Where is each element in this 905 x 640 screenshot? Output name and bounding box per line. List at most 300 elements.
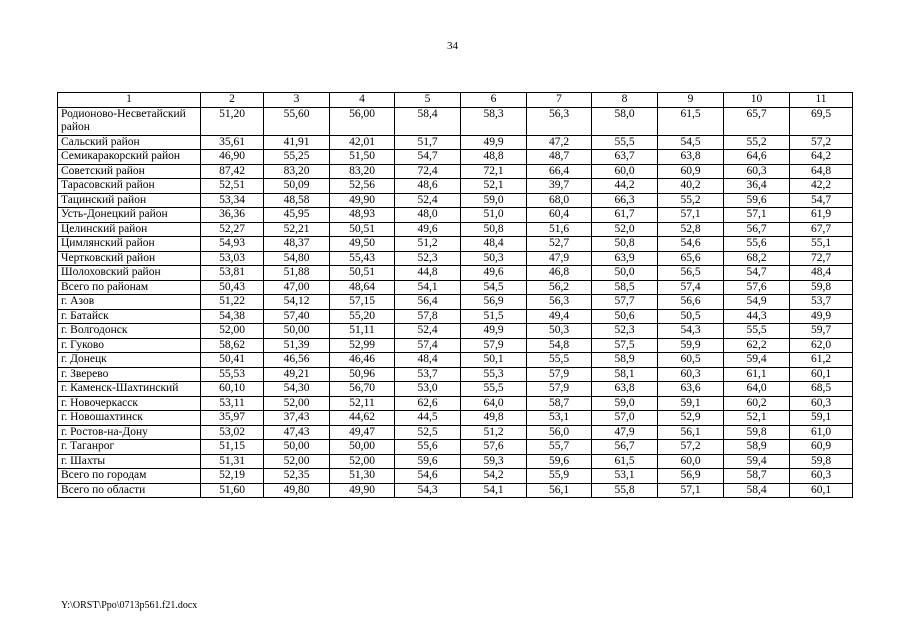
value-cell: 56,7 — [724, 222, 790, 237]
value-cell: 51,2 — [395, 237, 461, 252]
value-cell: 63,8 — [592, 382, 658, 397]
table-row — [58, 411, 853, 426]
value-cell: 56,3 — [527, 295, 592, 310]
value-cell: 60,5 — [658, 353, 724, 368]
value-cell: 58,1 — [592, 367, 658, 382]
column-header: 3 — [264, 93, 330, 108]
value-cell: 57,1 — [658, 483, 724, 498]
value-cell: 54,93 — [201, 237, 264, 252]
value-cell: 63,6 — [658, 382, 724, 397]
value-cell: 57,5 — [592, 338, 658, 353]
value-cell: 52,3 — [395, 251, 461, 266]
value-cell: 50,0 — [592, 266, 658, 281]
value-cell: 59,0 — [592, 396, 658, 411]
value-cell: 41,91 — [264, 135, 330, 150]
value-cell: 59,1 — [658, 396, 724, 411]
value-cell: 51,20 — [201, 107, 264, 135]
value-cell: 64,2 — [790, 150, 853, 165]
value-cell: 56,9 — [658, 469, 724, 484]
value-cell: 60,1 — [790, 483, 853, 498]
value-cell: 59,4 — [724, 454, 790, 469]
value-cell: 72,4 — [395, 164, 461, 179]
column-header: 4 — [330, 93, 395, 108]
value-cell: 57,2 — [790, 135, 853, 150]
value-cell: 60,3 — [790, 396, 853, 411]
column-header: 2 — [201, 93, 264, 108]
value-cell: 47,2 — [527, 135, 592, 150]
table-row — [58, 237, 853, 252]
value-cell: 54,8 — [527, 338, 592, 353]
value-cell: 37,43 — [264, 411, 330, 426]
table-row — [58, 280, 853, 295]
table-row — [58, 179, 853, 194]
value-cell: 55,9 — [527, 469, 592, 484]
value-cell: 61,9 — [790, 208, 853, 223]
column-header: 10 — [724, 93, 790, 108]
value-cell: 49,90 — [330, 483, 395, 498]
value-cell: 47,43 — [264, 425, 330, 440]
value-cell: 42,01 — [330, 135, 395, 150]
column-header: 1 — [58, 93, 201, 108]
value-cell: 52,35 — [264, 469, 330, 484]
value-cell: 59,1 — [790, 411, 853, 426]
value-cell: 61,5 — [658, 107, 724, 135]
table-row — [58, 425, 853, 440]
value-cell: 36,36 — [201, 208, 264, 223]
value-cell: 54,80 — [264, 251, 330, 266]
value-cell: 59,6 — [395, 454, 461, 469]
value-cell: 48,6 — [395, 179, 461, 194]
value-cell: 52,1 — [724, 411, 790, 426]
value-cell: 53,02 — [201, 425, 264, 440]
value-cell: 50,8 — [592, 237, 658, 252]
value-cell: 59,7 — [790, 324, 853, 339]
value-cell: 54,6 — [658, 237, 724, 252]
value-cell: 49,47 — [330, 425, 395, 440]
value-cell: 56,2 — [527, 280, 592, 295]
value-cell: 87,42 — [201, 164, 264, 179]
value-cell: 52,99 — [330, 338, 395, 353]
value-cell: 48,4 — [395, 353, 461, 368]
value-cell: 68,0 — [527, 193, 592, 208]
value-cell: 57,9 — [527, 367, 592, 382]
value-cell: 55,5 — [461, 382, 527, 397]
value-cell: 45,95 — [264, 208, 330, 223]
table-header-row — [58, 93, 853, 108]
value-cell: 62,0 — [790, 338, 853, 353]
column-header: 6 — [461, 93, 527, 108]
value-cell: 48,4 — [461, 237, 527, 252]
table-row — [58, 208, 853, 223]
value-cell: 52,51 — [201, 179, 264, 194]
value-cell: 60,3 — [658, 367, 724, 382]
value-cell: 60,3 — [790, 469, 853, 484]
value-cell: 54,3 — [658, 324, 724, 339]
column-header: 9 — [658, 93, 724, 108]
value-cell: 53,7 — [790, 295, 853, 310]
table-row — [58, 150, 853, 165]
value-cell: 49,90 — [330, 193, 395, 208]
value-cell: 57,7 — [592, 295, 658, 310]
table-row — [58, 483, 853, 498]
value-cell: 57,1 — [658, 208, 724, 223]
value-cell: 48,8 — [461, 150, 527, 165]
value-cell: 53,1 — [527, 411, 592, 426]
value-cell: 55,20 — [330, 309, 395, 324]
row-label-cell: г. Зверево — [58, 367, 201, 382]
value-cell: 55,5 — [724, 324, 790, 339]
value-cell: 52,00 — [264, 396, 330, 411]
value-cell: 72,1 — [461, 164, 527, 179]
value-cell: 56,7 — [592, 440, 658, 455]
table-row — [58, 164, 853, 179]
value-cell: 54,12 — [264, 295, 330, 310]
row-label-cell: Всего по области — [58, 483, 201, 498]
footer-file-path: Y:\ORST\Ppo\0713p561.f21.docx — [61, 600, 198, 611]
value-cell: 61,5 — [592, 454, 658, 469]
value-cell: 56,9 — [461, 295, 527, 310]
value-cell: 50,8 — [461, 222, 527, 237]
value-cell: 52,00 — [330, 454, 395, 469]
table-row — [58, 309, 853, 324]
value-cell: 58,4 — [395, 107, 461, 135]
value-cell: 51,31 — [201, 454, 264, 469]
value-cell: 83,20 — [264, 164, 330, 179]
value-cell: 63,9 — [592, 251, 658, 266]
value-cell: 56,0 — [527, 425, 592, 440]
value-cell: 46,56 — [264, 353, 330, 368]
value-cell: 55,6 — [724, 237, 790, 252]
value-cell: 49,9 — [790, 309, 853, 324]
column-header: 8 — [592, 93, 658, 108]
value-cell: 54,9 — [724, 295, 790, 310]
table-row — [58, 193, 853, 208]
value-cell: 55,3 — [461, 367, 527, 382]
value-cell: 57,8 — [395, 309, 461, 324]
value-cell: 51,50 — [330, 150, 395, 165]
value-cell: 53,1 — [592, 469, 658, 484]
value-cell: 50,5 — [658, 309, 724, 324]
value-cell: 62,6 — [395, 396, 461, 411]
value-cell: 54,3 — [395, 483, 461, 498]
value-cell: 49,4 — [527, 309, 592, 324]
value-cell: 63,8 — [658, 150, 724, 165]
value-cell: 56,5 — [658, 266, 724, 281]
value-cell: 57,1 — [724, 208, 790, 223]
value-cell: 56,70 — [330, 382, 395, 397]
row-label-cell: Советский район — [58, 164, 201, 179]
value-cell: 66,4 — [527, 164, 592, 179]
table-row — [58, 135, 853, 150]
value-cell: 52,4 — [395, 193, 461, 208]
value-cell: 64,0 — [724, 382, 790, 397]
value-cell: 50,96 — [330, 367, 395, 382]
row-label-cell: Тацинский район — [58, 193, 201, 208]
value-cell: 58,5 — [592, 280, 658, 295]
row-label-cell: г. Азов — [58, 295, 201, 310]
value-cell: 53,0 — [395, 382, 461, 397]
value-cell: 51,2 — [461, 425, 527, 440]
value-cell: 69,5 — [790, 107, 853, 135]
value-cell: 47,00 — [264, 280, 330, 295]
value-cell: 63,7 — [592, 150, 658, 165]
row-label-cell: г. Гуково — [58, 338, 201, 353]
value-cell: 60,2 — [724, 396, 790, 411]
value-cell: 54,6 — [395, 469, 461, 484]
value-cell: 44,5 — [395, 411, 461, 426]
value-cell: 55,5 — [527, 353, 592, 368]
column-header: 11 — [790, 93, 853, 108]
value-cell: 60,10 — [201, 382, 264, 397]
value-cell: 50,00 — [264, 440, 330, 455]
value-cell: 50,1 — [461, 353, 527, 368]
value-cell: 64,6 — [724, 150, 790, 165]
value-cell: 54,38 — [201, 309, 264, 324]
row-label-cell: г. Ростов-на-Дону — [58, 425, 201, 440]
value-cell: 54,7 — [724, 266, 790, 281]
value-cell: 52,5 — [395, 425, 461, 440]
value-cell: 52,9 — [658, 411, 724, 426]
value-cell: 49,50 — [330, 237, 395, 252]
row-label-cell: Сальский район — [58, 135, 201, 150]
table-body — [58, 107, 853, 498]
value-cell: 50,6 — [592, 309, 658, 324]
value-cell: 39,7 — [527, 179, 592, 194]
value-cell: 59,3 — [461, 454, 527, 469]
value-cell: 48,0 — [395, 208, 461, 223]
value-cell: 44,62 — [330, 411, 395, 426]
value-cell: 56,1 — [658, 425, 724, 440]
value-cell: 52,11 — [330, 396, 395, 411]
value-cell: 49,6 — [395, 222, 461, 237]
value-cell: 54,1 — [461, 483, 527, 498]
row-label-cell: Родионово-Несветайский район — [58, 107, 201, 135]
row-label-cell: Всего по районам — [58, 280, 201, 295]
value-cell: 50,41 — [201, 353, 264, 368]
value-cell: 56,4 — [395, 295, 461, 310]
value-cell: 64,0 — [461, 396, 527, 411]
value-cell: 58,9 — [592, 353, 658, 368]
value-cell: 48,93 — [330, 208, 395, 223]
value-cell: 51,11 — [330, 324, 395, 339]
value-cell: 58,3 — [461, 107, 527, 135]
value-cell: 49,9 — [461, 135, 527, 150]
row-label-cell: г. Батайск — [58, 309, 201, 324]
value-cell: 56,00 — [330, 107, 395, 135]
value-cell: 52,8 — [658, 222, 724, 237]
row-label-cell: г. Шахты — [58, 454, 201, 469]
value-cell: 59,9 — [658, 338, 724, 353]
row-label-cell: Шолоховский район — [58, 266, 201, 281]
value-cell: 51,60 — [201, 483, 264, 498]
value-cell: 56,6 — [658, 295, 724, 310]
value-cell: 59,8 — [724, 425, 790, 440]
value-cell: 50,3 — [461, 251, 527, 266]
value-cell: 56,1 — [527, 483, 592, 498]
value-cell: 64,8 — [790, 164, 853, 179]
value-cell: 48,64 — [330, 280, 395, 295]
value-cell: 49,80 — [264, 483, 330, 498]
value-cell: 57,0 — [592, 411, 658, 426]
value-cell: 62,2 — [724, 338, 790, 353]
value-cell: 57,40 — [264, 309, 330, 324]
value-cell: 60,3 — [724, 164, 790, 179]
value-cell: 49,6 — [461, 266, 527, 281]
value-cell: 46,90 — [201, 150, 264, 165]
value-cell: 65,7 — [724, 107, 790, 135]
value-cell: 47,9 — [527, 251, 592, 266]
value-cell: 48,4 — [790, 266, 853, 281]
table-row — [58, 367, 853, 382]
value-cell: 52,21 — [264, 222, 330, 237]
value-cell: 58,4 — [724, 483, 790, 498]
value-cell: 50,51 — [330, 266, 395, 281]
value-cell: 52,7 — [527, 237, 592, 252]
row-label-cell: г. Каменск-Шахтинский — [58, 382, 201, 397]
value-cell: 54,2 — [461, 469, 527, 484]
statistics-table — [57, 92, 853, 498]
table-row — [58, 396, 853, 411]
value-cell: 60,1 — [790, 367, 853, 382]
value-cell: 59,8 — [790, 280, 853, 295]
value-cell: 60,0 — [592, 164, 658, 179]
value-cell: 50,00 — [264, 324, 330, 339]
value-cell: 58,0 — [592, 107, 658, 135]
value-cell: 54,5 — [461, 280, 527, 295]
row-label-cell: Цимлянский район — [58, 237, 201, 252]
table-row — [58, 295, 853, 310]
table-row — [58, 222, 853, 237]
page-number: 34 — [447, 40, 458, 52]
value-cell: 53,03 — [201, 251, 264, 266]
value-cell: 51,0 — [461, 208, 527, 223]
value-cell: 35,97 — [201, 411, 264, 426]
table-row — [58, 107, 853, 135]
value-cell: 57,6 — [724, 280, 790, 295]
value-cell: 51,88 — [264, 266, 330, 281]
value-cell: 52,19 — [201, 469, 264, 484]
value-cell: 44,8 — [395, 266, 461, 281]
value-cell: 54,7 — [395, 150, 461, 165]
value-cell: 49,9 — [461, 324, 527, 339]
value-cell: 36,4 — [724, 179, 790, 194]
value-cell: 58,7 — [724, 469, 790, 484]
value-cell: 68,5 — [790, 382, 853, 397]
value-cell: 55,8 — [592, 483, 658, 498]
value-cell: 57,9 — [527, 382, 592, 397]
value-cell: 42,2 — [790, 179, 853, 194]
row-label-cell: г. Новочеркасск — [58, 396, 201, 411]
value-cell: 55,6 — [395, 440, 461, 455]
value-cell: 54,30 — [264, 382, 330, 397]
value-cell: 53,34 — [201, 193, 264, 208]
value-cell: 52,27 — [201, 222, 264, 237]
value-cell: 60,4 — [527, 208, 592, 223]
value-cell: 55,2 — [724, 135, 790, 150]
value-cell: 59,6 — [724, 193, 790, 208]
table-row — [58, 251, 853, 266]
value-cell: 57,2 — [658, 440, 724, 455]
row-label-cell: Чертковский район — [58, 251, 201, 266]
value-cell: 58,7 — [527, 396, 592, 411]
value-cell: 55,53 — [201, 367, 264, 382]
value-cell: 35,61 — [201, 135, 264, 150]
value-cell: 52,1 — [461, 179, 527, 194]
value-cell: 52,00 — [264, 454, 330, 469]
table-row — [58, 338, 853, 353]
value-cell: 57,4 — [658, 280, 724, 295]
row-label-cell: Тарасовский район — [58, 179, 201, 194]
value-cell: 59,0 — [461, 193, 527, 208]
value-cell: 51,22 — [201, 295, 264, 310]
value-cell: 49,8 — [461, 411, 527, 426]
table-row — [58, 454, 853, 469]
row-label-cell: Усть-Донецкий район — [58, 208, 201, 223]
value-cell: 53,7 — [395, 367, 461, 382]
value-cell: 67,7 — [790, 222, 853, 237]
value-cell: 60,9 — [790, 440, 853, 455]
value-cell: 51,6 — [527, 222, 592, 237]
value-cell: 59,4 — [724, 353, 790, 368]
value-cell: 59,8 — [790, 454, 853, 469]
value-cell: 57,6 — [461, 440, 527, 455]
value-cell: 58,62 — [201, 338, 264, 353]
value-cell: 55,7 — [527, 440, 592, 455]
value-cell: 50,43 — [201, 280, 264, 295]
value-cell: 60,0 — [658, 454, 724, 469]
value-cell: 49,21 — [264, 367, 330, 382]
value-cell: 61,2 — [790, 353, 853, 368]
value-cell: 50,00 — [330, 440, 395, 455]
row-label-cell: г. Новошахтинск — [58, 411, 201, 426]
row-label-cell: Семикаракорский район — [58, 150, 201, 165]
value-cell: 46,46 — [330, 353, 395, 368]
row-label-cell: Всего по городам — [58, 469, 201, 484]
value-cell: 61,0 — [790, 425, 853, 440]
value-cell: 72,7 — [790, 251, 853, 266]
column-header: 5 — [395, 93, 461, 108]
table-row — [58, 353, 853, 368]
value-cell: 46,8 — [527, 266, 592, 281]
value-cell: 51,5 — [461, 309, 527, 324]
value-cell: 52,4 — [395, 324, 461, 339]
value-cell: 57,15 — [330, 295, 395, 310]
table-row — [58, 382, 853, 397]
value-cell: 56,3 — [527, 107, 592, 135]
value-cell: 52,3 — [592, 324, 658, 339]
value-cell: 48,7 — [527, 150, 592, 165]
table-row — [58, 266, 853, 281]
value-cell: 60,9 — [658, 164, 724, 179]
column-header: 7 — [527, 93, 592, 108]
value-cell: 61,1 — [724, 367, 790, 382]
value-cell: 44,3 — [724, 309, 790, 324]
table-row — [58, 469, 853, 484]
value-cell: 50,09 — [264, 179, 330, 194]
value-cell: 68,2 — [724, 251, 790, 266]
value-cell: 55,2 — [658, 193, 724, 208]
value-cell: 48,37 — [264, 237, 330, 252]
value-cell: 55,43 — [330, 251, 395, 266]
row-label-cell: г. Волгодонск — [58, 324, 201, 339]
value-cell: 55,1 — [790, 237, 853, 252]
value-cell: 59,6 — [527, 454, 592, 469]
value-cell: 58,9 — [724, 440, 790, 455]
value-cell: 53,81 — [201, 266, 264, 281]
value-cell: 57,9 — [461, 338, 527, 353]
value-cell: 50,51 — [330, 222, 395, 237]
value-cell: 44,2 — [592, 179, 658, 194]
